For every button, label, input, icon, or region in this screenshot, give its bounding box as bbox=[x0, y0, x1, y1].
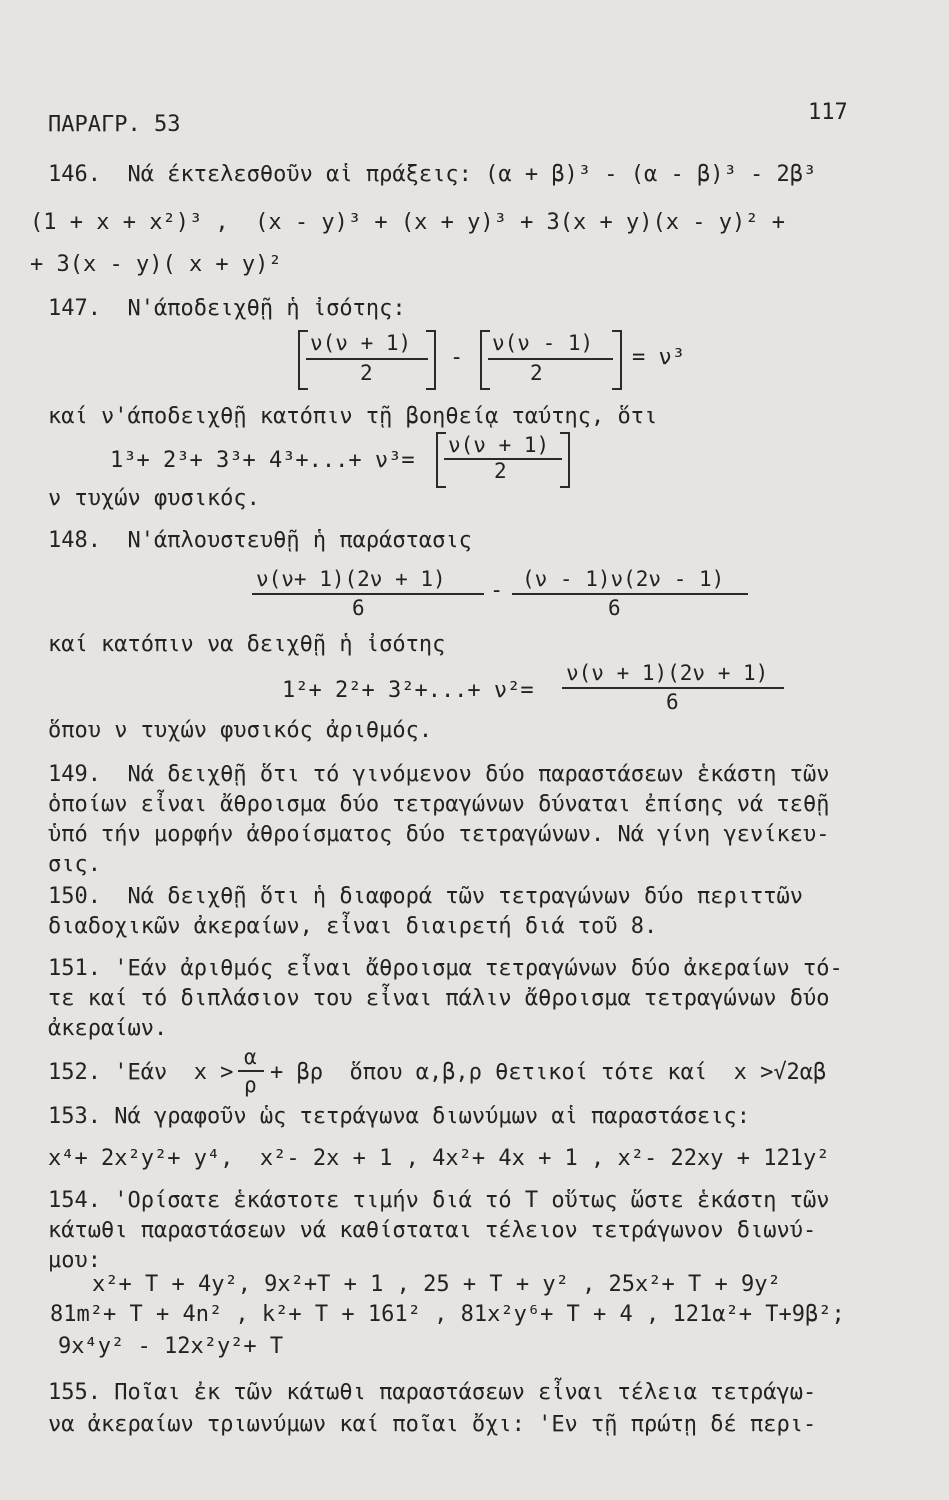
problem-153-line-1: 153. Νά γραφοῦν ὡς τετράγωνα διωνύμων αἱ παραστάσεις: bbox=[48, 1104, 750, 1129]
fraction-1-denominator: 6 bbox=[352, 596, 365, 620]
fraction-1-numerator: ν(ν+ 1)(2ν + 1) bbox=[256, 567, 446, 591]
problem-155-line-2: να ἀκεραίων τριωνύμων καί ποῖαι ὄχι: 'Εν τῇ πρώτῃ δέ περι- bbox=[48, 1412, 817, 1437]
problem-152-numerator: α bbox=[244, 1045, 257, 1069]
bracket-right bbox=[612, 330, 622, 390]
eq1-fraction-bar-b bbox=[488, 358, 613, 360]
problem-154-line-1: 154. 'Ορίσατε ἑκάστοτε τιμήν διά τό T οὕτως ὥστε ἑκάστη τῶν bbox=[48, 1188, 830, 1213]
bracket-right bbox=[560, 432, 570, 488]
problem-150-line-2: διαδοχικῶν ἀκεραίων, εἶναι διαιρετή διά τοῦ 8. bbox=[48, 914, 658, 939]
bracket-left bbox=[436, 432, 446, 488]
eq-denominator: 6 bbox=[666, 690, 679, 714]
problem-148-line-2: καί κατόπιν να δειχθῇ ἡ ἰσότης bbox=[48, 632, 446, 657]
problem-149-line-3: ὑπό τήν μορφήν ἀθροίσματος δύο τετραγώνων. Νά γίνη γενίκευ- bbox=[48, 822, 830, 847]
eq1-numerator-b: ν(ν - 1) bbox=[492, 331, 594, 355]
problem-148-line-3: ὅπου ν τυχών φυσικός ἀριθμός. bbox=[48, 718, 433, 743]
problem-146-line-1: 146. Νά έκτελεσθοῦν αἱ πράξεις: (α + β)³ - (α - β)³ - 2β³ bbox=[48, 162, 817, 187]
eq2-denominator: 2 bbox=[494, 459, 507, 483]
fraction-2-bar bbox=[512, 593, 748, 595]
problem-147-line-2: καί ν'άποδειχθῇ κατόπιν τῇ βοηθείᾳ ταύτης, ὅτι bbox=[48, 404, 658, 429]
eq2-lhs: 1³+ 2³+ 3³+ 4³+...+ ν³= bbox=[110, 448, 415, 473]
problem-152-denominator: ρ bbox=[244, 1073, 257, 1097]
problem-155-line-1: 155. Ποῖαι ἐκ τῶν κάτωθι παραστάσεων εἶναι τέλεια τετράγω- bbox=[48, 1380, 817, 1405]
problem-149-line-4: σις. bbox=[48, 852, 101, 877]
problem-153-line-2: x⁴+ 2x²y²+ y⁴, x²- 2x + 1 , 4x²+ 4x + 1 , x²- 22xy + 121y² bbox=[48, 1146, 830, 1171]
fraction-2-denominator: 6 bbox=[608, 596, 621, 620]
fraction-2-numerator: (ν - 1)ν(2ν - 1) bbox=[522, 567, 725, 591]
bracket-left bbox=[298, 330, 308, 390]
eq-lhs: 1²+ 2²+ 3²+...+ ν²= bbox=[282, 678, 534, 703]
eq1-minus: - bbox=[450, 345, 464, 370]
problem-150-line-1: 150. Νά δειχθῇ ὅτι ἡ διαφορά τῶν τετραγώνων δύο περιττῶν bbox=[48, 884, 803, 909]
fraction-1-bar bbox=[252, 593, 484, 595]
bracket-right bbox=[426, 330, 436, 390]
problem-147-line-3: ν τυχών φυσικός. bbox=[48, 486, 260, 511]
problem-149-line-1: 149. Νά δειχθῇ ὅτι τό γινόμενον δύο παραστάσεων ἑκάστη τῶν bbox=[48, 762, 830, 787]
problem-154-line-3: μου: bbox=[48, 1248, 101, 1273]
problem-154-line-6: 9x⁴y² - 12x²y²+ T bbox=[58, 1334, 284, 1359]
eq1-rhs: = ν³ bbox=[632, 345, 685, 370]
section-header: ΠΑΡΑΓΡ. 53 bbox=[48, 112, 181, 137]
problem-148-line-1: 148. Ν'άπλουστευθῇ ἡ παράστασις bbox=[48, 528, 472, 553]
eq2-numerator: ν(ν + 1) bbox=[448, 433, 550, 457]
problem-152-pre: 152. 'Εάν x > bbox=[48, 1060, 234, 1085]
page-number: 117 bbox=[808, 100, 848, 125]
fraction-minus: - bbox=[490, 578, 504, 603]
eq-numerator: ν(ν + 1)(2ν + 1) bbox=[566, 661, 769, 685]
problem-146-line-2: (1 + x + x²)³ , (x - y)³ + (x + y)³ + 3(x + y)(x - y)² + bbox=[30, 210, 785, 235]
problem-154-line-2: κάτωθι παραστάσεων νά καθίσταται τέλειον τετράγωνον διωνύ- bbox=[48, 1218, 817, 1243]
problem-146-line-3: + 3(x - y)( x + y)² bbox=[30, 252, 282, 277]
bracket-left bbox=[480, 330, 490, 390]
problem-154-line-5: 81m²+ T + 4n² , k²+ T + 161² , 81x²y⁶+ T + 4 , 121α²+ T+9β²; bbox=[50, 1302, 845, 1327]
problem-152-post: + βρ ὅπου α,β,ρ θετικοί τότε καί x >√2αβ bbox=[270, 1060, 827, 1085]
problem-147-line-1: 147. Ν'άποδειχθῇ ἡ ἰσότης: bbox=[48, 296, 406, 321]
problem-154-line-4: x²+ T + 4y², 9x²+T + 1 , 25 + T + y² , 25x²+ T + 9y² bbox=[92, 1272, 781, 1297]
problem-151-line-2: τε καί τό διπλάσιον του εἶναι πάλιν ἄθροισμα τετραγώνων δύο bbox=[48, 986, 830, 1011]
eq1-denominator-b: 2 bbox=[530, 361, 543, 385]
problem-151-line-1: 151. 'Εάν ἀριθμός εἶναι ἄθροισμα τετραγώνων δύο ἀκεραίων τό- bbox=[48, 956, 843, 981]
problem-151-line-3: ἀκεραίων. bbox=[48, 1016, 168, 1041]
eq1-numerator-a: ν(ν + 1) bbox=[310, 331, 412, 355]
eq1-denominator-a: 2 bbox=[360, 361, 373, 385]
problem-149-line-2: ὁποίων εἶναι ἄθροισμα δύο τετραγώνων δύναται ἐπίσης νά τεθῇ bbox=[48, 792, 830, 817]
